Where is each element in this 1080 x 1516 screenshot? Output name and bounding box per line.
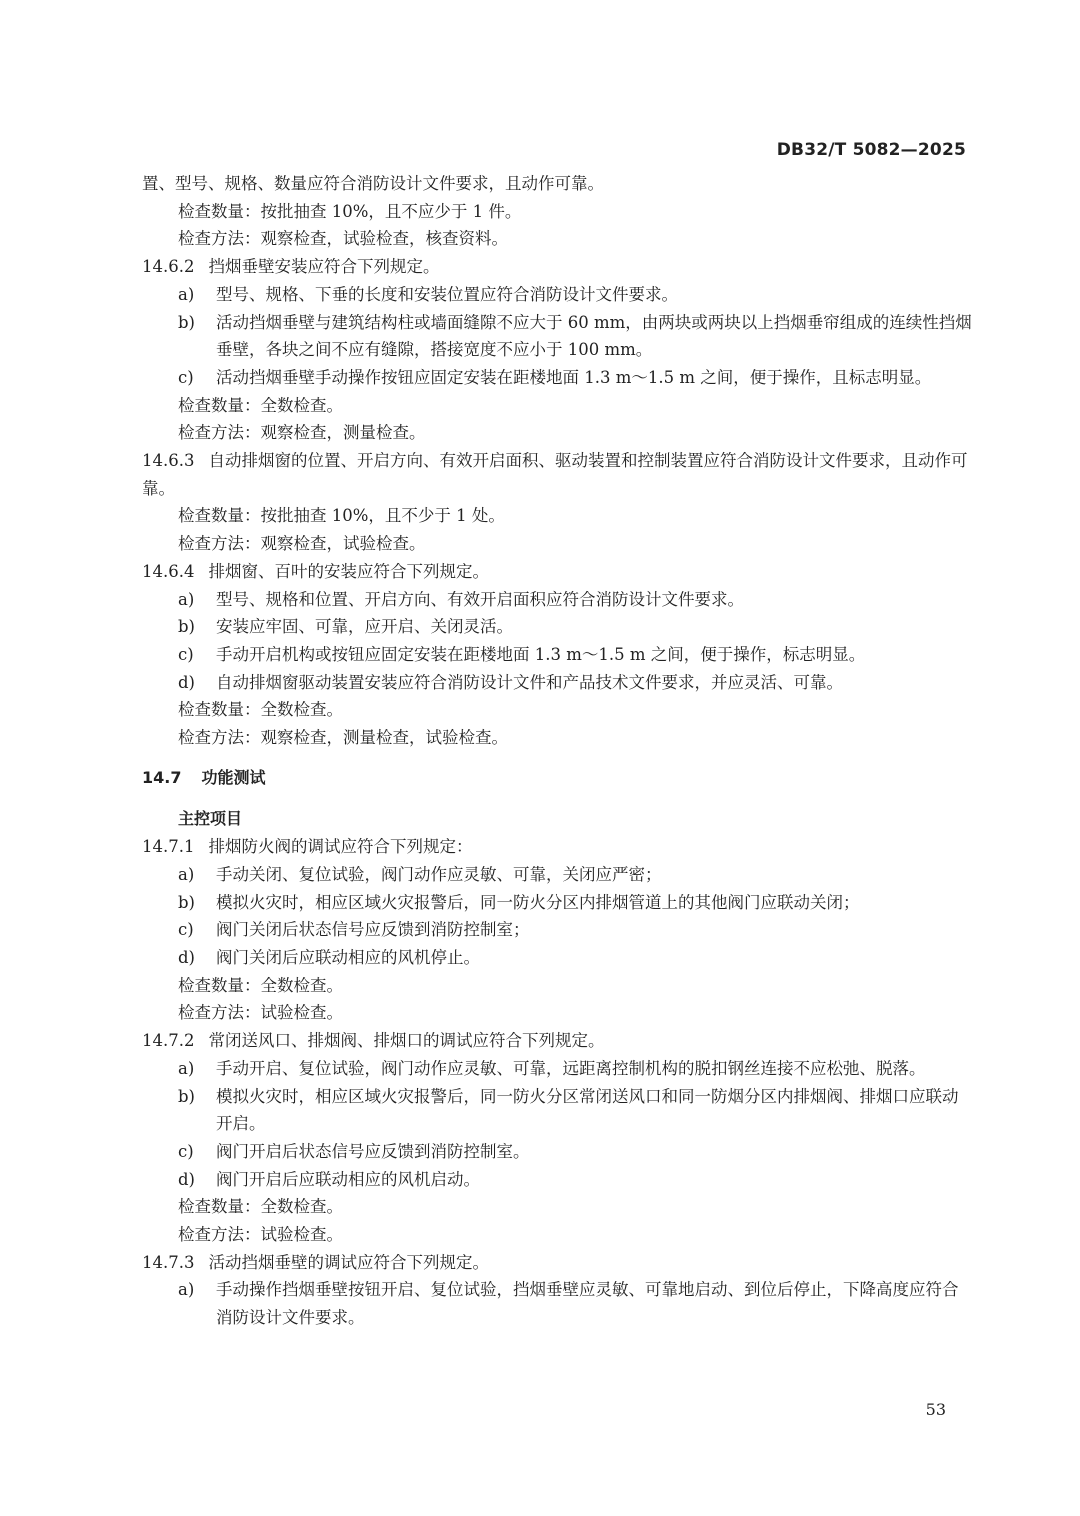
- check-line: 检查方法：试验检查。: [178, 1003, 343, 1023]
- list-item: [142, 1166, 972, 1194]
- list-item: [142, 281, 972, 309]
- list-item-text: 手动开启机构或按钮应固定安装在距楼地面 1.3 m～1.5 m 之间，便于操作，标志明显。: [216, 644, 866, 664]
- list-item: [142, 1055, 972, 1083]
- list-item-text: 手动操作挡烟垂壁按钮开启、复位试验，挡烟垂壁应灵敏、可靠地启动、到位后停止，下降高度应符合消防设计文件要求。: [216, 1280, 959, 1328]
- list-item-label: b): [178, 892, 195, 912]
- list-item-label: c): [178, 367, 194, 387]
- list-item: [142, 613, 972, 641]
- list-item-text: 阀门开启后状态信号应反馈到消防控制室。: [216, 1141, 530, 1161]
- list-item-text: 活动挡烟垂壁与建筑结构柱或墙面缝隙不应大于 60 mm，由两块或两块以上挡烟垂帘组成的连续性挡烟垂壁，各块之间不应有缝隙，搭接宽度不应小于 100 mm。: [216, 312, 972, 360]
- list-item: [142, 916, 972, 944]
- check-line: 检查方法：观察检查，试验检查，核查资料。: [178, 229, 508, 249]
- list-item-text: 阀门关闭后应联动相应的风机停止。: [216, 947, 480, 967]
- clause-paragraph: [142, 558, 972, 586]
- list-item: [142, 1138, 972, 1166]
- list-item-text: 阀门关闭后状态信号应反馈到消防控制室；: [216, 920, 530, 940]
- clause-text: 常闭送风口、排烟阀、排烟口的调试应符合下列规定。: [208, 1031, 605, 1051]
- clause-paragraph: [142, 1027, 972, 1055]
- list-item-label: a): [178, 589, 195, 609]
- list-item: [142, 944, 972, 972]
- check-line: 检查方法：观察检查，测量检查，试验检查。: [178, 728, 508, 748]
- check-line: 检查数量：按批抽查 10%，且不少于 1 处。: [178, 506, 505, 526]
- list-item-label: d): [178, 672, 195, 692]
- clause-paragraph: [142, 833, 972, 861]
- list-item-text: 手动开启、复位试验，阀门动作应灵敏、可靠，远距离控制机构的脱扣钢丝连接不应松弛、脱落。: [216, 1058, 926, 1078]
- clause-text: 自动排烟窗的位置、开启方向、有效开启面积、驱动装置和控制装置应符合消防设计文件要求，且动作可靠。: [142, 451, 968, 498]
- list-item: [142, 1276, 972, 1331]
- clause-text: 挡烟垂壁安装应符合下列规定。: [208, 257, 440, 277]
- check-line: 检查数量：全数检查。: [178, 395, 343, 415]
- page-number: 53: [925, 1400, 946, 1419]
- list-item: [142, 586, 972, 614]
- list-item-label: d): [178, 1169, 195, 1189]
- check-line: 检查数量：按批抽查 10%，且不应少于 1 件。: [178, 201, 522, 221]
- list-item: [142, 861, 972, 889]
- list-item-text: 型号、规格和位置、开启方向、有效开启面积应符合消防设计文件要求。: [216, 589, 744, 609]
- list-item-text: 模拟火灾时，相应区域火灾报警后，同一防火分区常闭送风口和同一防烟分区内排烟阀、排烟口应联动开启。: [216, 1086, 959, 1134]
- clause-number: 14.6.2: [142, 257, 195, 277]
- clause-text: 排烟窗、百叶的安装应符合下列规定。: [208, 561, 489, 581]
- list-item: [142, 364, 972, 392]
- list-item-label: d): [178, 947, 195, 967]
- list-item-label: a): [178, 864, 195, 884]
- list-item: [142, 1083, 972, 1138]
- list-item-label: b): [178, 312, 195, 332]
- list-item-label: a): [178, 284, 195, 304]
- list-item: [142, 889, 972, 917]
- list-item-label: c): [178, 920, 194, 940]
- list-item-text: 模拟火灾时，相应区域火灾报警后，同一防火分区内排烟管道上的其他阀门应联动关闭；: [216, 892, 860, 912]
- list-item: [142, 669, 972, 697]
- check-line: 检查数量：全数检查。: [178, 975, 343, 995]
- paragraph-continuation: 置、型号、规格、数量应符合消防设计文件要求，且动作可靠。: [142, 174, 604, 193]
- list-item: [142, 309, 972, 364]
- clause-number: 14.7.2: [142, 1031, 195, 1051]
- clause-number: 14.7.3: [142, 1252, 195, 1272]
- list-item: [142, 641, 972, 669]
- clause-number: 14.6.3: [142, 451, 195, 471]
- list-item-text: 型号、规格、下垂的长度和安装位置应符合消防设计文件要求。: [216, 284, 678, 304]
- clause-paragraph: [142, 447, 972, 502]
- clause-number: 14.6.4: [142, 561, 195, 581]
- list-item-label: b): [178, 1086, 195, 1106]
- list-item-label: a): [178, 1058, 195, 1078]
- list-item-label: b): [178, 617, 195, 637]
- list-item-text: 手动关闭、复位试验，阀门动作应灵敏、可靠，关闭应严密；: [216, 864, 662, 884]
- section-title: 功能测试: [201, 767, 266, 787]
- check-line: 检查方法：观察检查，测量检查。: [178, 423, 426, 443]
- list-item-text: 活动挡烟垂壁手动操作按钮应固定安装在距楼地面 1.3 m～1.5 m 之间，便于操作，且标志明显。: [216, 367, 932, 387]
- check-line: 检查方法：试验检查。: [178, 1225, 343, 1245]
- list-item-label: c): [178, 1141, 194, 1161]
- list-item-label: c): [178, 644, 194, 664]
- list-item-text: 阀门开启后应联动相应的风机启动。: [216, 1169, 480, 1189]
- check-line: 检查数量：全数检查。: [178, 1197, 343, 1217]
- list-item-text: 安装应牢固、可靠，应开启、关闭灵活。: [216, 617, 513, 637]
- subsection-heading: 主控项目: [178, 809, 243, 829]
- document-body: [142, 170, 972, 1332]
- check-line: 检查数量：全数检查。: [178, 700, 343, 720]
- clause-paragraph: [142, 1249, 972, 1277]
- section-heading: [142, 764, 972, 792]
- list-item-label: a): [178, 1280, 195, 1300]
- clause-text: 活动挡烟垂壁的调试应符合下列规定。: [208, 1252, 489, 1272]
- list-item-text: 自动排烟窗驱动装置安装应符合消防设计文件和产品技术文件要求，并应灵活、可靠。: [216, 672, 843, 692]
- clause-paragraph: [142, 253, 972, 281]
- clause-text: 排烟防火阀的调试应符合下列规定：: [208, 837, 473, 857]
- document-code: DB32/T 5082—2025: [776, 140, 966, 160]
- section-number: 14.7: [142, 767, 182, 787]
- clause-number: 14.7.1: [142, 837, 195, 857]
- check-line: 检查方法：观察检查，试验检查。: [178, 534, 426, 554]
